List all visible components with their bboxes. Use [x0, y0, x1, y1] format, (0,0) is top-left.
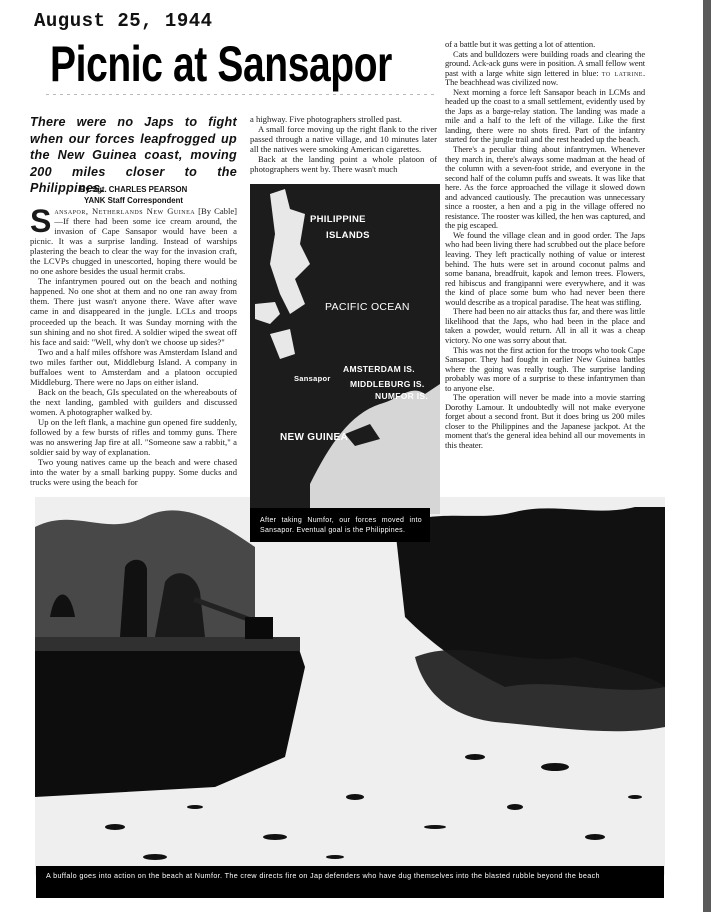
map-label-numfor: NUMFOR IS. [375, 391, 429, 401]
map-caption: After taking Numfor, our forces moved into Sansapor. Eventual goal is the Philippines. [250, 508, 430, 542]
headline-rule [46, 94, 436, 95]
article-paragraph [30, 203, 238, 277]
article-paragraph: The operation will never be made into a movie starring Dorothy Lamour. It undoubtedly will not make everyone forget about a second front. But it does bring us 200 miles closer to the Philippines and the Japanese jackpot. At the moment that's the general idea behind all our movements in this theater. [445, 392, 645, 450]
map-label-new-guinea: NEW GUINEA [280, 432, 348, 443]
article-paragraph: Back on the beach, GIs speculated on the whereabouts of the next landing, gambled with guilders and discussed women. A photographer walked by. [30, 386, 237, 417]
article-paragraph: This was not the first action for the troops who took Cape Sansapor. They had fought in earlier New Guinea battles where the going was really tough. The surprise landing probably was more of a surprise to these infantrymen than to anyone else. [445, 344, 645, 393]
photo-illustration [35, 497, 665, 875]
issue-date: August 25, 1944 [34, 10, 213, 32]
article-paragraph: a highway. Five photographers strolled past. [250, 114, 402, 124]
article-paragraph: There's a peculiar thing about infantrymen. Whenever they march in, there's always some madman at the head of the column with a seven-foot stride, and everyone in the second half of the column puffs and sweats. It was like that here. As the force approached the village it slowed down and advanced cautiously. The precaution was unnecessary since a rooster, a hen and a pig in the village offered no resistance. The rooster was killed, the hen was captured, and the pig escaped. [445, 144, 645, 231]
article-paragraph: Back at the landing point a whole platoon of photographers went by. There wasn't much [250, 154, 437, 175]
article-paragraph: We found the village clean and in good order. The Japs who had been living there had scrubbed out the place before leaving. They left practically nothing of value or interest behind. The huts were set in around coconut palms and some banana, breadfruit, kapok and lemon trees. Flowers, red hibiscus and frangipanni were everywhere, and it was the kind of place some bum who had never been there would describe as a tropical paradise. The heat was stifling. [445, 229, 645, 307]
byline-author: By Sgt. CHARLES PEARSON [79, 185, 188, 194]
buffalo-photo [35, 497, 665, 875]
map-figure [250, 184, 440, 514]
latrine-sign: to latrine [601, 67, 643, 78]
article-paragraph: Two and a half miles offshore was Amsterdam Island and two miles farther out, Middleburg Island. A company in buffaloes went to Amsterdam and a platoon occupied Middleburg. There were no Japs on either island. [30, 346, 237, 387]
map-label-middleburg: MIDDLEBURG IS. [350, 379, 425, 389]
map-label-islands: ISLANDS [326, 230, 370, 241]
article-paragraph: Next morning a force left Sansapor beach in LCMs and headed up the coast to a small settlement, evidently used by the Japs as a barge-relay station. The landing was made a mile and a half to the left of the village. Like the first landing, there were no shots fired. Part of the infantry started for the jungle trail and the rest headed up the beach. [445, 86, 645, 145]
map-label-sansapor: Sansapor [294, 374, 331, 383]
photo-caption: A buffalo goes into action on the beach at Numfor. The crew directs fire on Jap defenders who have dug themselves into the blasted rubble beyond the beach [36, 866, 664, 898]
byline-role: YANK Staff Correspondent [84, 196, 183, 205]
map-label-philippine: PHILIPPINE [310, 214, 366, 225]
article-text: Cats and bulldozers were building roads and clearing the ground. Ack-ack guns were in position. A small fellow went past with a large white sign lettered in blue: [445, 48, 645, 78]
map-label-amsterdam: AMSTERDAM IS. [343, 364, 415, 374]
article-column-1 [30, 203, 238, 488]
headline: Picnic at Sansapor [50, 36, 392, 92]
map-label-pacific-ocean: PACIFIC OCEAN [325, 301, 410, 313]
article-paragraph [445, 50, 645, 88]
dateline: ansapor, Netherlands New Guinea [54, 206, 196, 216]
scrollbar[interactable] [703, 0, 711, 912]
article-paragraph: of a battle but it was getting a lot of attention. [445, 39, 596, 49]
article-text: [By Cable]—If there had been some ice cream around, the invasion of Cape Sansapor would have been a picnic. It was a surprise landing. Instead of warships plastering the beach to clear the way for the invasion craft, the LCVPs chugged in unescorted, hoping there would be no one ashore besides the usual hermit crabs. [30, 206, 238, 277]
article-text: . The beachhead was civilized now. [445, 67, 646, 88]
article-paragraph: Two young natives came up the beach and were chased into the water by a small barking puppy. Some ducks and trucks were using the beach for [30, 457, 237, 488]
article-column-3 [445, 40, 645, 451]
article-paragraph: There had been no air attacks thus far, and there was little likelihood that the Japs, who had been in the place and taken a powder, would return. All in all it was a cheap victory. No one was sorry about that. [445, 306, 645, 345]
byline [30, 184, 237, 206]
article-column-2 [250, 114, 437, 174]
article-paragraph: A small force moving up the right flank to the river passed through a native village, and 10 minutes later all the natives were smoking American cigarettes. [250, 124, 437, 155]
article-paragraph: Up on the left flank, a machine gun opened fire suddenly, followed by a few bursts of rifles and tommy guns. There was no answering Jap fire at all. "Someone saw a rabbit," a soldier said by way of explanation. [30, 416, 237, 458]
deck: There were no Japs to fight when our forces leapfrogged up the New Guinea coast, moving 200 miles closer to the Philippines. [30, 115, 237, 195]
article-paragraph: The infantrymen poured out on the beach and nothing happened. No one shot at them and no one ran away from them. There just wasn't anyone there. Wave after wave came in and disappeared in the jungle. LCLs and troops proceeded up the beach. It was Sunday morning with the sun shining and no shot fired. A soldier wiped the sweat off his face and said: "Well, why don't we choose up sides?" [30, 276, 237, 347]
drop-cap: S [30, 203, 52, 239]
